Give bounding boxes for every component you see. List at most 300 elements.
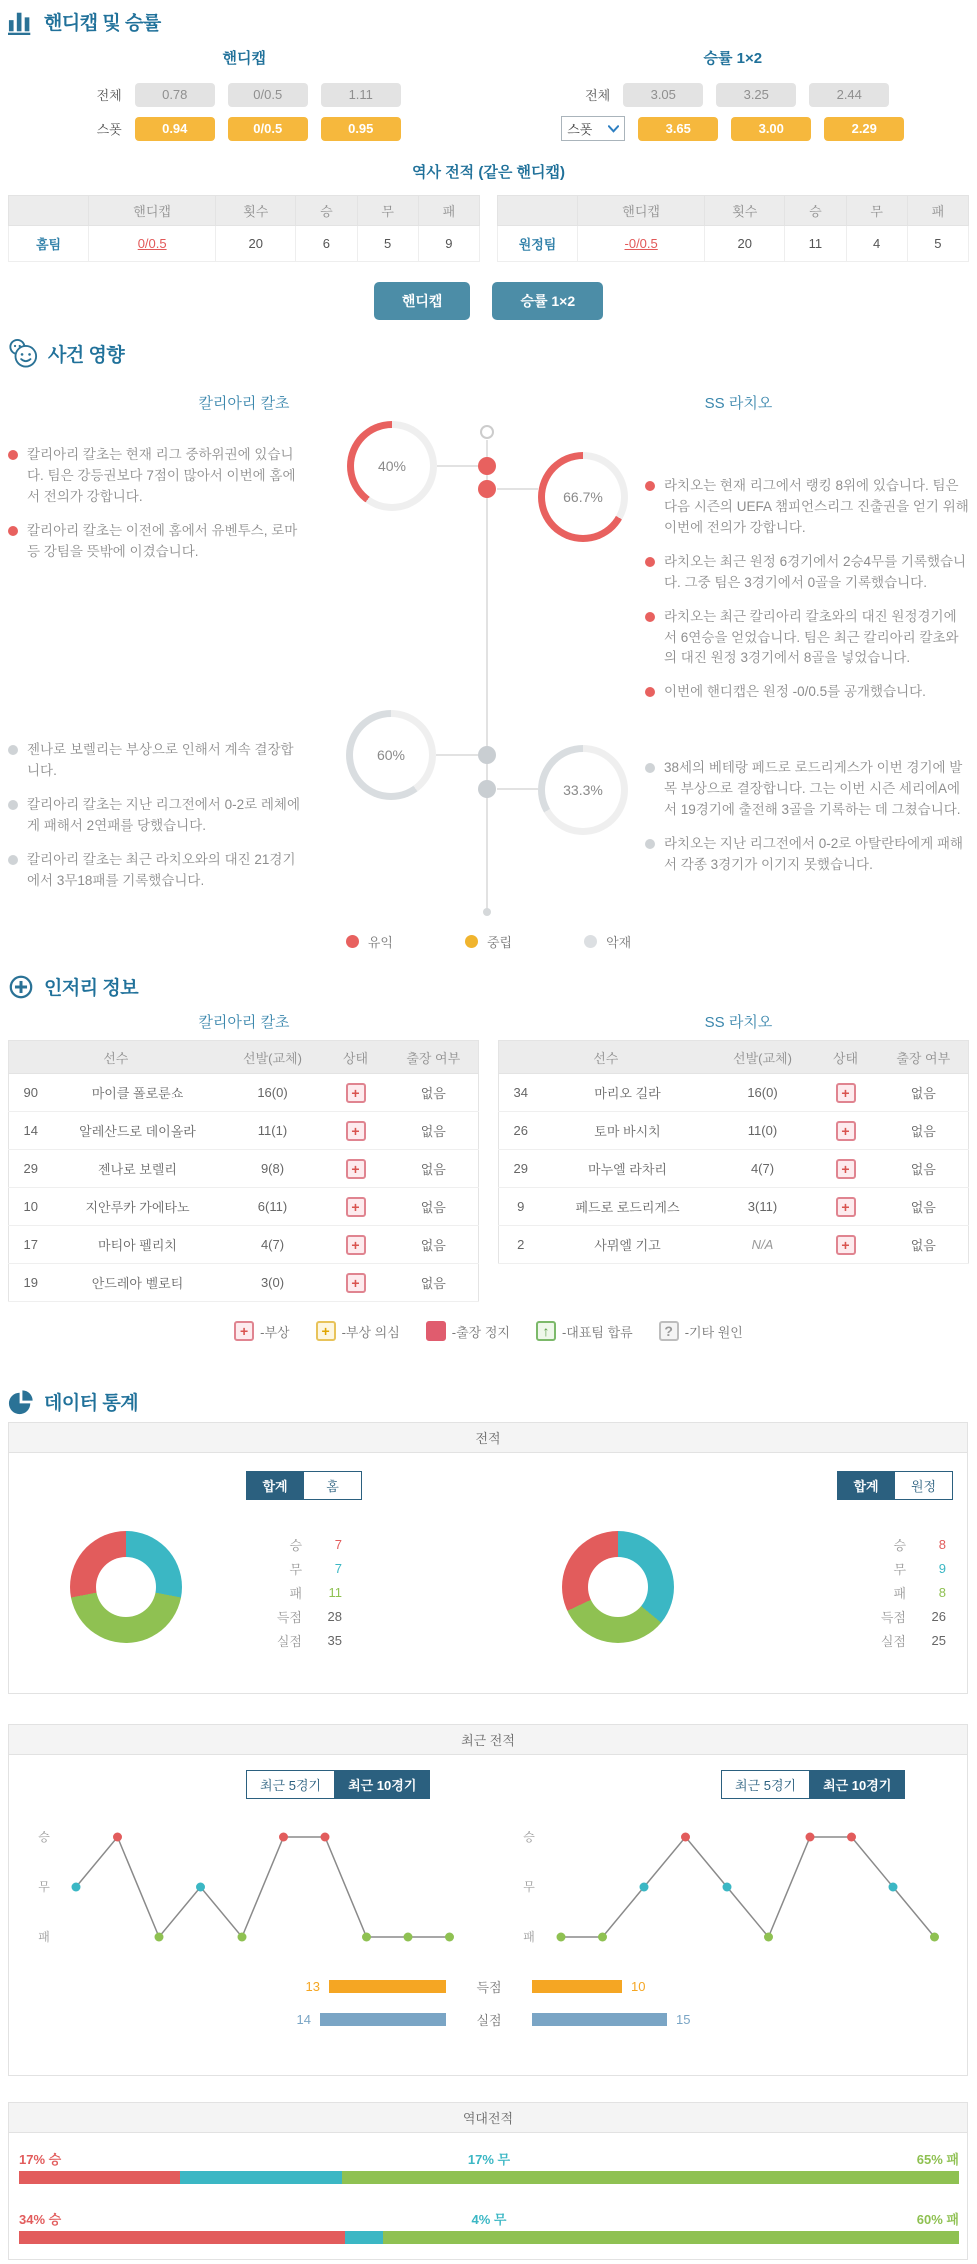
- injury-legend-icon: +: [234, 1321, 254, 1341]
- h2h-labels-row-1: [9, 2149, 969, 2168]
- record-stat-row: [851, 1535, 946, 1554]
- negative-bullet-dot: [645, 839, 655, 849]
- handicap-odds-panel: [0, 47, 489, 141]
- h2h-box: [8, 2102, 968, 2260]
- stat-label: 승: [289, 1538, 302, 1553]
- legend-item: [465, 932, 512, 951]
- player-play: 없음: [389, 1074, 479, 1112]
- event-bullet-text: 라치오는 최근 원정 6경기에서 2승4무를 기록했습니다. 그중 팀은 3경기에서 0골을 기록했습니다.: [664, 553, 967, 590]
- stat-value: 28: [327, 1609, 342, 1624]
- tab-inactive[interactable]: 최근 5경기: [246, 1770, 335, 1799]
- odds-value-pill[interactable]: 3.00: [731, 117, 811, 141]
- injury-legend-icon: ?: [659, 1321, 679, 1341]
- stat-value: 25: [931, 1633, 946, 1648]
- away-negative-list: [645, 758, 969, 876]
- player-number: 17: [9, 1226, 53, 1264]
- home-goals-for-bar: [329, 1980, 446, 1993]
- history-col-header: 패: [907, 196, 968, 226]
- away-positive-gauge: 66.7%: [538, 452, 628, 542]
- injury-col-player: 선수: [9, 1041, 223, 1074]
- history-title: 역사 전적 (같은 핸디캡): [412, 164, 565, 181]
- event-bullet: [645, 834, 969, 876]
- section-stats: [0, 1380, 977, 2264]
- record-tabs-home: [246, 1471, 362, 1500]
- history-lose: 5: [907, 226, 968, 262]
- winrate-all-values: [623, 83, 889, 107]
- stat-label: 실점: [880, 1634, 906, 1649]
- svg-text:승: 승: [38, 1830, 50, 1844]
- injury-away-team-name: SS 라치오: [704, 1014, 773, 1031]
- winrate-all-label: 전체: [585, 88, 611, 103]
- history-draw: 5: [357, 226, 418, 262]
- winrate-odds-panel: [489, 47, 977, 141]
- player-starts: N/A: [713, 1226, 813, 1264]
- injury-col-play: 출장 여부: [879, 1041, 969, 1074]
- positive-bullet-dot: [8, 526, 18, 536]
- history-count: 20: [705, 226, 785, 262]
- injury-status-icon: +: [346, 1121, 366, 1141]
- history-lose: 9: [418, 226, 479, 262]
- player-number: 29: [9, 1150, 53, 1188]
- injury-row: [9, 1112, 479, 1150]
- tab-active[interactable]: 최근 10경기: [810, 1770, 905, 1799]
- odds-value-pill[interactable]: 0.95: [321, 117, 401, 141]
- injury-home-team-name: 칼리아리 칼초: [198, 1014, 290, 1031]
- record-box: [8, 1422, 968, 1694]
- h2h-box-title: 역대전적: [9, 2103, 967, 2133]
- injury-status-icon: +: [346, 1235, 366, 1255]
- recent-box: [8, 1724, 968, 2076]
- injury-row: [499, 1112, 969, 1150]
- recent-tabs-home: [246, 1770, 430, 1799]
- record-stat-row: [851, 1631, 946, 1650]
- h2h-bar-1: [19, 2171, 959, 2184]
- record-stat-row: [851, 1559, 946, 1578]
- stat-value: 8: [938, 1585, 946, 1600]
- timeline-start-dot: [480, 425, 494, 439]
- tab-inactive[interactable]: 원정: [895, 1471, 953, 1500]
- event-bullet: [645, 476, 969, 539]
- player-starts: 9(8): [223, 1150, 323, 1188]
- odds-source-select-value: 스폿: [567, 122, 593, 137]
- injury-status-icon: +: [346, 1083, 366, 1103]
- event-bullet: [8, 521, 304, 563]
- record-stat-row: [247, 1535, 342, 1554]
- player-starts: 11(1): [223, 1112, 323, 1150]
- history-col-header: 무: [357, 196, 418, 226]
- injury-legend-label: -대표팀 합류: [561, 1324, 633, 1340]
- history-col-header: 핸디캡: [578, 196, 705, 226]
- history-col-header: 핸디캡: [89, 196, 216, 226]
- stat-value: 11: [328, 1585, 342, 1600]
- player-name: 사뮈엘 기고: [543, 1226, 713, 1264]
- tab-inactive[interactable]: 최근 5경기: [721, 1770, 810, 1799]
- record-donut-home: [70, 1531, 182, 1643]
- history-draw: 4: [846, 226, 907, 262]
- injury-legend-icon: +: [316, 1321, 336, 1341]
- injury-status-icon: +: [836, 1235, 856, 1255]
- player-name: 페드로 로드리게스: [543, 1188, 713, 1226]
- player-name: 지안루카 가에타노: [53, 1188, 223, 1226]
- h2h-win-label: 17% 승: [19, 2152, 62, 2167]
- player-play: 없음: [879, 1226, 969, 1264]
- player-play: 없음: [389, 1264, 479, 1302]
- history-table: [497, 195, 969, 262]
- player-name: 마티아 펠리치: [53, 1226, 223, 1264]
- tab-active[interactable]: 합계: [246, 1471, 304, 1500]
- history-table-home: [8, 195, 480, 262]
- chevron-down-icon: [608, 121, 619, 136]
- player-number: 90: [9, 1074, 53, 1112]
- history-col-header: 횟수: [216, 196, 296, 226]
- event-bullet: [645, 682, 969, 703]
- tab-active[interactable]: 합계: [837, 1471, 895, 1500]
- player-name: 마누엘 라차리: [543, 1150, 713, 1188]
- negative-bullet-dot: [8, 800, 18, 810]
- negative-bullet-dot: [8, 855, 18, 865]
- stat-value: 9: [938, 1561, 946, 1576]
- odds-panels: [0, 47, 977, 141]
- h2h-win-segment: [19, 2231, 345, 2244]
- h2h-lose-label: 60% 패: [916, 2212, 959, 2227]
- stat-value: 7: [334, 1537, 342, 1552]
- record-box-title: 전적: [9, 1423, 967, 1453]
- record-stat-row: [247, 1559, 342, 1578]
- h2h-labels-row-2: [9, 2209, 969, 2228]
- record-tabs-away: [837, 1471, 953, 1500]
- player-play: 없음: [389, 1112, 479, 1150]
- event-bullet: [645, 758, 969, 821]
- event-bullet: [8, 795, 304, 837]
- history-col-header: 횟수: [705, 196, 785, 226]
- away-goals-for-bar: [532, 1980, 622, 1993]
- negative-bullet-dot: [8, 745, 18, 755]
- h2h-draw-segment: [180, 2171, 341, 2184]
- odds-value-pill: 1.11: [321, 83, 401, 107]
- record-stat-row: [247, 1583, 342, 1602]
- history-win: 11: [785, 226, 846, 262]
- player-number: 34: [499, 1074, 543, 1112]
- player-name: 토마 바시치: [543, 1112, 713, 1150]
- stat-value: 35: [327, 1633, 342, 1648]
- injury-row: [9, 1264, 479, 1302]
- h2h-draw-label: 4% 무: [471, 2212, 507, 2227]
- record-stat-row: [851, 1607, 946, 1626]
- smiley-faces-icon: [8, 338, 38, 368]
- player-number: 9: [499, 1188, 543, 1226]
- events-legend: [0, 932, 977, 951]
- player-name: 알레산드로 데이올라: [53, 1112, 223, 1150]
- pie-chart-icon: [8, 1389, 34, 1415]
- handicap-odds-header: 핸디캡: [222, 50, 266, 67]
- injury-col-starts: 선발(교체): [713, 1041, 813, 1074]
- injury-legend-icon: [426, 1321, 446, 1341]
- injury-table-home: [8, 1040, 479, 1302]
- injury-row: [9, 1074, 479, 1112]
- injury-status-icon: +: [346, 1197, 366, 1217]
- goals-against-row: [9, 2010, 969, 2029]
- recent-tabs-away: [721, 1770, 905, 1799]
- winrate-odds-header: 승률 1×2: [703, 50, 763, 67]
- injury-legend: [0, 1321, 977, 1341]
- history-col-header: [9, 196, 89, 226]
- odds-value-pill: 3.05: [623, 83, 703, 107]
- injury-table: [498, 1040, 969, 1264]
- events-home-team-name: 칼리아리 칼초: [198, 395, 290, 412]
- timeline-connector: [497, 488, 538, 490]
- player-number: 19: [9, 1264, 53, 1302]
- history-handicap-link[interactable]: -0/0.5: [624, 236, 658, 251]
- timeline-dot-positive-1: [478, 457, 496, 475]
- h2h-win-segment: [19, 2171, 180, 2184]
- history-table-away: [497, 195, 969, 262]
- event-bullet: [645, 552, 969, 594]
- svg-text:무: 무: [38, 1880, 50, 1894]
- injury-row: [499, 1226, 969, 1264]
- player-play: 없음: [879, 1188, 969, 1226]
- player-play: 없음: [879, 1150, 969, 1188]
- player-starts: 16(0): [713, 1074, 813, 1112]
- injury-legend-icon: ↑: [536, 1321, 556, 1341]
- injury-col-status: 상태: [323, 1041, 389, 1074]
- history-col-header: 승: [296, 196, 357, 226]
- injury-status-icon: +: [836, 1121, 856, 1141]
- history-col-header: 패: [418, 196, 479, 226]
- record-stat-row: [247, 1631, 342, 1650]
- player-starts: 4(7): [223, 1226, 323, 1264]
- timeline-dot-negative-1: [478, 746, 496, 764]
- history-team-label: 홈팀: [9, 226, 89, 262]
- stat-label: 패: [893, 1586, 906, 1601]
- timeline-connector: [497, 788, 538, 790]
- goals-against-label: 실점: [476, 2013, 502, 2028]
- record-stats-home: [247, 1535, 342, 1650]
- recent-form-chart-away: [509, 1813, 954, 1968]
- injury-legend-item: [234, 1321, 289, 1341]
- injury-legend-item: [659, 1321, 743, 1341]
- record-stat-row: [851, 1583, 946, 1602]
- injury-row: [9, 1188, 479, 1226]
- player-starts: 11(0): [713, 1112, 813, 1150]
- injury-table-away: [498, 1040, 969, 1264]
- stat-label: 승: [893, 1538, 906, 1553]
- event-bullet-text: 칼리아리 칼초는 이전에 홈에서 유벤투스, 로마 등 강팀을 뜻밖에 이겼습니다.: [27, 522, 298, 559]
- event-bullet-text: 칼리아리 칼초는 지난 리그전에서 0-2로 레체에게 패해서 2연패를 당했습니다.: [27, 796, 301, 833]
- legend-item: [584, 932, 631, 951]
- away-goals-for-value: 10: [631, 1979, 646, 1994]
- history-col-header: [498, 196, 578, 226]
- section-events: [0, 330, 977, 965]
- event-bullet-text: 라치오는 현재 리그에서 랭킹 8위에 있습니다. 팀은 다음 시즌의 UEFA 챔피언스리그 진출권을 얻기 위해 이번에 전의가 강합니다.: [664, 478, 969, 535]
- injury-col-player: 선수: [499, 1041, 713, 1074]
- player-number: 10: [9, 1188, 53, 1226]
- positive-bullet-dot: [645, 481, 655, 491]
- h2h-lose-segment: [342, 2171, 959, 2184]
- player-play: 없음: [879, 1074, 969, 1112]
- injury-row: [9, 1150, 479, 1188]
- away-negative-gauge: 33.3%: [538, 745, 628, 835]
- injury-col-starts: 선발(교체): [223, 1041, 323, 1074]
- player-starts: 4(7): [713, 1150, 813, 1188]
- player-play: 없음: [389, 1150, 479, 1188]
- history-team-label: 원정팀: [498, 226, 578, 262]
- stat-label: 패: [289, 1586, 302, 1601]
- injury-row: [9, 1226, 479, 1264]
- stat-label: 실점: [276, 1634, 302, 1649]
- record-donut-away: [562, 1531, 674, 1643]
- home-negative-gauge: 60%: [346, 710, 436, 800]
- section-odds-title: 핸디캡 및 승률: [44, 13, 161, 34]
- event-bullet-text: 이번에 핸디캡은 원정 -0/0.5를 공개했습니다.: [664, 684, 926, 700]
- h2h-lose-segment: [383, 2231, 959, 2244]
- player-starts: 16(0): [223, 1074, 323, 1112]
- player-play: 없음: [879, 1112, 969, 1150]
- svg-text:패: 패: [523, 1930, 535, 1944]
- h2h-lose-label: 65% 패: [916, 2152, 959, 2167]
- injury-legend-label: -부상: [260, 1324, 290, 1340]
- home-positive-list: [8, 445, 304, 563]
- home-goals-against-value: 14: [296, 2012, 311, 2027]
- player-name: 마이클 폴로룬쇼: [53, 1074, 223, 1112]
- timeline-line: [486, 440, 488, 912]
- injury-legend-label: -출장 정지: [451, 1324, 510, 1340]
- legend-item: [346, 932, 393, 951]
- timeline-dot-negative-2: [478, 780, 496, 798]
- stat-label: 무: [893, 1562, 906, 1577]
- legend-label: 악재: [606, 935, 632, 950]
- tab-active[interactable]: 최근 10경기: [335, 1770, 430, 1799]
- history-win: 6: [296, 226, 357, 262]
- player-name: 안드레아 벨로티: [53, 1264, 223, 1302]
- record-stats-away: [851, 1535, 946, 1650]
- positive-bullet-dot: [645, 612, 655, 622]
- negative-bullet-dot: [645, 763, 655, 773]
- event-bullet: [8, 740, 304, 782]
- odds-value-pill: 2.44: [809, 83, 889, 107]
- timeline-connector: [436, 754, 478, 756]
- event-bullet-text: 칼리아리 칼초는 현재 리그 중하위권에 있습니다. 팀은 강등권보다 7점이 많아서 이번에 홈에서 전의가 강합니다.: [27, 447, 296, 504]
- player-starts: 3(0): [223, 1264, 323, 1302]
- history-table: [8, 195, 480, 262]
- away-goals-against-value: 15: [676, 2012, 691, 2027]
- player-number: 14: [9, 1112, 53, 1150]
- history-handicap-link[interactable]: 0/0.5: [137, 236, 167, 251]
- medical-cross-icon: [8, 974, 34, 1000]
- legend-label: 유익: [367, 935, 393, 950]
- legend-dot: [346, 935, 359, 948]
- history-col-header: 승: [785, 196, 846, 226]
- positive-bullet-dot: [645, 687, 655, 697]
- svg-text:패: 패: [38, 1930, 50, 1944]
- handicap-spot-label: 스폿: [96, 122, 122, 137]
- event-bullet-text: 라치오는 지난 리그전에서 0-2로 아탈란타에게 패해서 각종 3경기가 이기지 못했습니다.: [664, 835, 964, 872]
- odds-value-pill[interactable]: 0.94: [135, 117, 215, 141]
- event-bullet-text: 라치오는 최근 칼리아리 칼초와의 대진 원정경기에서 6연승을 얻었습니다. 팀은 최근 칼리아리 칼초와의 대진 원정 3경기에서 8골을 넣었습니다.: [664, 608, 959, 666]
- injury-status-icon: +: [836, 1159, 856, 1179]
- handicap-button[interactable]: 핸디캡: [374, 282, 471, 320]
- section-injury: [0, 965, 977, 1380]
- events-away-team-name: SS 라치오: [704, 395, 773, 412]
- odds-source-select[interactable]: [561, 116, 625, 141]
- goals-for-label: 득점: [476, 1980, 502, 1995]
- event-bullet: [645, 607, 969, 670]
- timeline-connector: [437, 465, 478, 467]
- injury-status-icon: +: [836, 1083, 856, 1103]
- h2h-draw-segment: [345, 2231, 383, 2244]
- winrate-button[interactable]: 승률 1×2: [492, 282, 603, 320]
- event-bullet-text: 젠나로 보렐리는 부상으로 인해서 계속 결장합니다.: [27, 742, 294, 778]
- handicap-all-label: 전체: [96, 88, 122, 103]
- away-positive-list: [645, 476, 969, 703]
- recent-box-title: 최근 전적: [9, 1725, 967, 1755]
- legend-dot: [584, 935, 597, 948]
- home-goals-against-bar: [320, 2013, 446, 2026]
- line-chart: [509, 1813, 954, 1963]
- injury-row: [499, 1150, 969, 1188]
- injury-legend-item: [316, 1321, 400, 1341]
- player-play: 없음: [389, 1188, 479, 1226]
- event-bullet-text: 칼리아리 칼초는 최근 라치오와의 대진 21경기에서 3무18패를 기록했습니다.: [27, 851, 296, 888]
- player-starts: 3(11): [713, 1188, 813, 1226]
- event-bullet: [8, 850, 304, 892]
- home-negative-list: [8, 740, 304, 892]
- stat-value: 26: [931, 1609, 946, 1624]
- positive-bullet-dot: [8, 450, 18, 460]
- player-play: 없음: [389, 1226, 479, 1264]
- away-goals-against-bar: [532, 2013, 667, 2026]
- timeline-dot-positive-2: [478, 480, 496, 498]
- positive-bullet-dot: [645, 557, 655, 567]
- home-positive-gauge: 40%: [347, 421, 437, 511]
- odds-value-pill: 0/0.5: [228, 83, 308, 107]
- tab-inactive[interactable]: 홈: [304, 1471, 362, 1500]
- injury-col-play: 출장 여부: [389, 1041, 479, 1074]
- line-chart: [24, 1813, 469, 1963]
- legend-dot: [465, 935, 478, 948]
- recent-form-chart-home: [24, 1813, 469, 1968]
- home-goals-for-value: 13: [305, 1979, 320, 1994]
- injury-row: [499, 1188, 969, 1226]
- player-number: 2: [499, 1226, 543, 1264]
- handicap-spot-values: [135, 117, 401, 141]
- injury-status-icon: +: [346, 1273, 366, 1293]
- odds-value-pill[interactable]: 2.29: [824, 117, 904, 141]
- stat-label: 무: [289, 1562, 302, 1577]
- stat-label: 득점: [880, 1610, 906, 1625]
- player-name: 젠나로 보렐리: [53, 1150, 223, 1188]
- stat-value: 7: [334, 1561, 342, 1576]
- injury-legend-label: -부상 의심: [341, 1324, 400, 1340]
- injury-legend-label: -기타 원인: [684, 1324, 743, 1340]
- section-injury-title: 인저리 정보: [44, 978, 139, 999]
- injury-legend-item: [426, 1321, 510, 1341]
- svg-text:무: 무: [523, 1880, 535, 1894]
- event-bullet-text: 38세의 베테랑 페드로 로드리게스가 이번 경기에 발목 부상으로 결장합니다. 그는 이번 시즌 세리에A에서 19경기에 출전해 3골을 기록하는 데 그쳤습니다.: [664, 760, 963, 817]
- odds-value-pill: 0.78: [135, 83, 215, 107]
- player-name: 마리오 길라: [543, 1074, 713, 1112]
- stat-value: 8: [938, 1537, 946, 1552]
- odds-value-pill[interactable]: 0/0.5: [228, 117, 308, 141]
- h2h-win-label: 34% 승: [19, 2212, 62, 2227]
- h2h-bar-2: [19, 2231, 959, 2244]
- section-odds: [0, 0, 977, 330]
- svg-text:승: 승: [523, 1830, 535, 1844]
- odds-value-pill[interactable]: 3.65: [638, 117, 718, 141]
- event-bullet: [8, 445, 304, 508]
- legend-label: 중립: [486, 935, 513, 950]
- section-stats-title: 데이터 통계: [44, 1393, 139, 1414]
- history-col-header: 무: [846, 196, 907, 226]
